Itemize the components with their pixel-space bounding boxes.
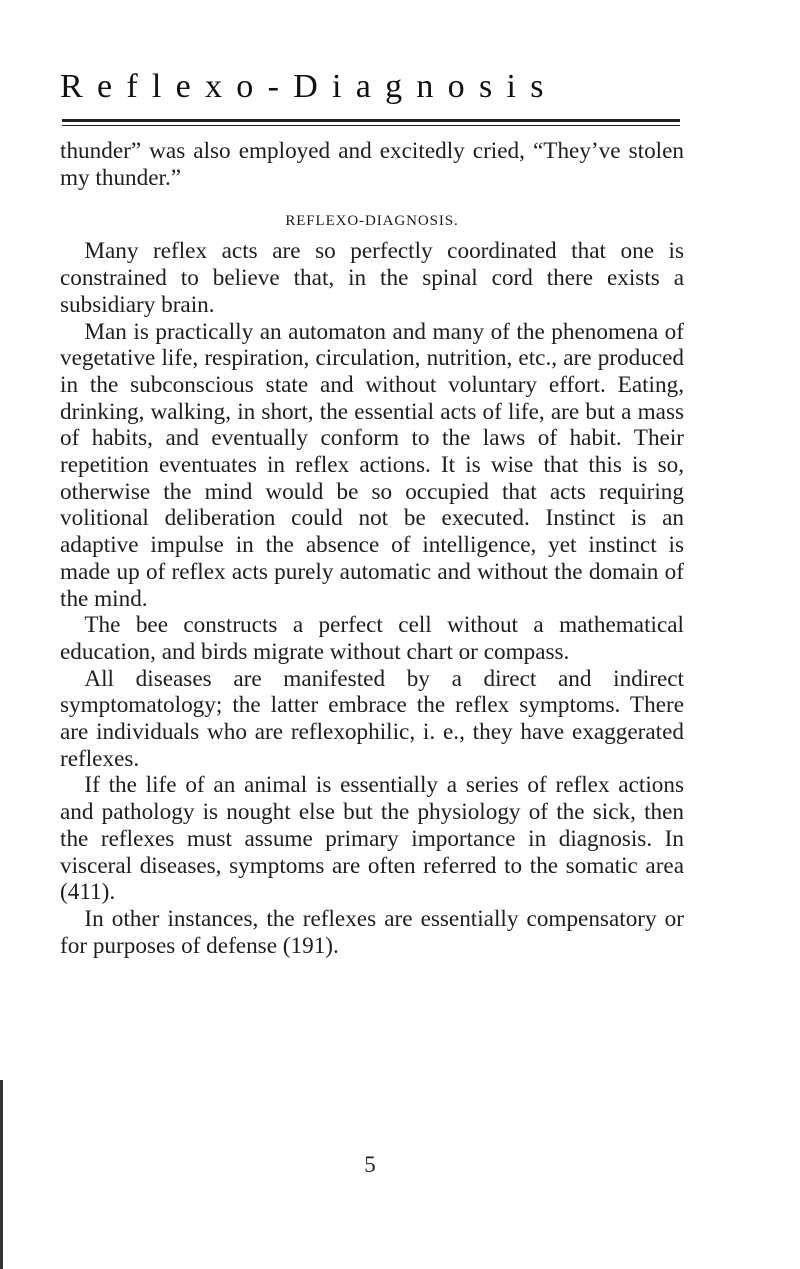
header-rule-thick (62, 119, 680, 122)
header-rule-thin (62, 125, 680, 126)
section-heading: REFLEXO-DIAGNOSIS. (285, 213, 459, 230)
page-number: 5 (364, 1152, 376, 1177)
paragraph: The bee constructs a perfect cell without a mathematical education, and birds migrate without chart or compass. (60, 612, 684, 665)
paragraph: If the life of an animal is essentially a series of reflex actions and pathology is nought else but the physiology of the sick, then the reflexes must assume primary importance in diagnosis. In visceral diseases, symptoms are often referred to the somatic area (411). (60, 772, 684, 906)
paragraph: In other instances, the reflexes are essentially compensatory or for purposes of defense (191). (60, 905, 684, 959)
paragraph: Many reflex acts are so perfectly coordinated that one is constrained to believe that, in the spinal cord there exists a subsidiary brain. (60, 238, 684, 318)
running-head: Reflexo-Diagnosis (60, 68, 558, 105)
paragraph: Man is practically an automaton and many of the phenomena of vegetative life, respiration, circulation, nutrition, etc., are produced in the subconscious state and without voluntary effort. Eating, drinking, walking, in short, the essential acts of life, are but a mass of habits, and eventually conform to the laws of habit. Their repetition eventuates in reflex actions. It is wise that this is so, otherwise the mind would be so occupied that acts requiring volitional deliberation could not be executed. Instinct is an adaptive impulse in the absence of intelligence, yet instinct is made up of reflex acts purely automatic and without the domain of the mind. (60, 318, 684, 612)
body-text (60, 138, 684, 959)
page-edge-shadow (0, 1080, 3, 1269)
opening-paragraph: thunder” was also employed and excitedly cried, “They’ve stolen my thunder.” (60, 138, 684, 191)
paragraph: All diseases are manifested by a direct and indirect symptomatology; the latter embrace the reflex symptoms. There are individuals who are reflexophilic, i. e., they have exaggerated reflexes. (60, 665, 684, 772)
